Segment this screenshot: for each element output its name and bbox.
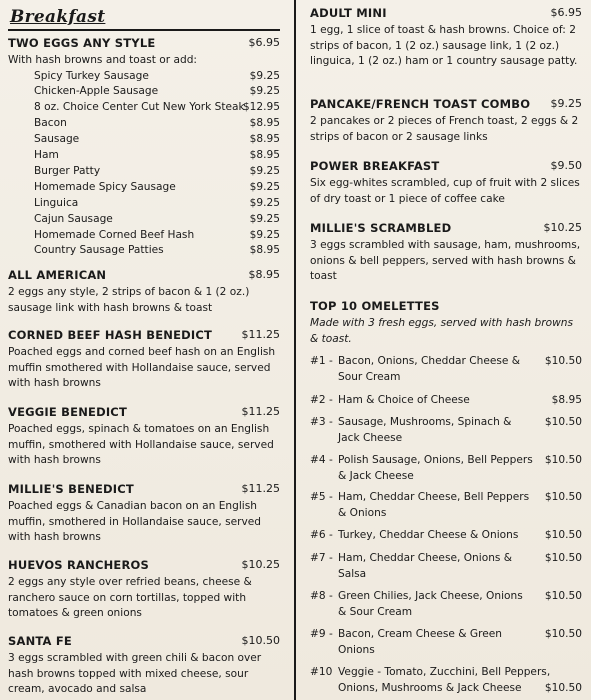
omelette-number: #7 - — [310, 552, 333, 564]
omelette-number: #2 - — [310, 394, 333, 406]
item-description: 2 eggs any style over refried beans, cheese & ranchero sauce on corn tortillas, topped with tomatoes & green onions — [8, 576, 252, 620]
item-name: MILLIE'S SCRAMBLED — [310, 221, 452, 235]
addon-row — [8, 244, 280, 260]
addon-name: Bacon — [34, 117, 67, 130]
item-description: 2 eggs any style, 2 strips of bacon & 1 (2 oz.) sausage link with hash browns & toast — [8, 286, 250, 314]
addon-name: Ham — [34, 149, 59, 162]
omelette-price: $10.50 — [544, 681, 582, 694]
omelette-description: Polish Sausage, Onions, Bell Peppers & Jack Cheese — [338, 454, 533, 482]
addon-row — [8, 197, 280, 213]
omelette-price: $10.50 — [544, 529, 582, 541]
omelette-number: #10 — [310, 666, 333, 678]
item-description: Made with 3 fresh eggs, served with hash browns & toast. — [310, 317, 573, 345]
section-header — [8, 7, 280, 31]
omelette-description: Sausage, Mushrooms, Spinach & Jack Cheese — [338, 416, 512, 444]
item-description: Poached eggs, spinach & tomatoes on an English muffin, smothered with Hollandaise sauce, served with hash browns — [8, 423, 274, 467]
addon-price: $12.95 — [242, 101, 280, 114]
omelette-number: #9 - — [310, 628, 333, 640]
item-description: Poached eggs & Canadian bacon on an English muffin, smothered in Hollandaise sauce, served with hash browns — [8, 500, 261, 544]
menu-item-two-eggs — [8, 36, 280, 260]
item-description: 3 eggs scrambled with green chili & bacon over hash browns topped with mixed cheese, sour cream, avocado and salsa — [8, 652, 262, 696]
omelette-price: $10.50 — [544, 590, 582, 602]
item-price: $10.50 — [241, 634, 280, 647]
addon-name: Spicy Turkey Sausage — [34, 69, 149, 82]
menu-item-corned-beef-benedict — [8, 328, 280, 392]
item-description: 2 pancakes or 2 pieces of French toast, 2 eggs & 2 strips of bacon or 2 sausage links — [310, 115, 579, 143]
omelette-price: $10.50 — [544, 454, 582, 466]
menu-item-veggie-benedict — [8, 405, 280, 469]
addon-row — [8, 229, 280, 245]
addon-list — [8, 70, 280, 261]
item-price: $6.95 — [248, 36, 280, 49]
addon-price: $9.25 — [249, 228, 280, 241]
omelette-price: $10.50 — [544, 628, 582, 640]
addon-row — [8, 165, 280, 181]
addon-name: Sausage — [34, 133, 80, 146]
addon-price: $8.95 — [249, 133, 280, 146]
addon-price: $8.95 — [249, 117, 280, 130]
omelette-price: $10.50 — [544, 491, 582, 503]
menu-item-huevos-rancheros — [8, 558, 280, 622]
addon-name: Country Sausage Patties — [34, 244, 164, 257]
omelette-price: $8.95 — [551, 394, 582, 406]
menu-item-millies-scrambled — [310, 221, 582, 285]
item-name: ALL AMERICAN — [8, 268, 107, 282]
omelette-number: #3 - — [310, 416, 333, 428]
omelette-description: Ham, Cheddar Cheese, Bell Peppers & Onions — [338, 491, 530, 519]
omelette-description: Bacon, Onions, Cheddar Cheese & Sour Cream — [338, 355, 521, 383]
item-name: TOP 10 OMELETTES — [310, 299, 440, 313]
addon-name: Homemade Spicy Sausage — [34, 180, 176, 193]
item-name: PANCAKE/FRENCH TOAST COMBO — [310, 97, 531, 111]
item-name: TWO EGGS ANY STYLE — [8, 36, 156, 50]
omelette-number: #5 - — [310, 491, 333, 503]
item-price: $11.25 — [241, 328, 280, 341]
addon-name: Homemade Corned Beef Hash — [34, 228, 195, 241]
menu-item-all-american — [8, 268, 280, 316]
addon-name: Chicken-Apple Sausage — [34, 85, 159, 98]
item-description: Six egg-whites scrambled, cup of fruit with 2 slices of dry toast or 1 piece of coffee cake — [310, 177, 580, 205]
menu-item-millies-benedict — [8, 482, 280, 546]
omelette-description: Ham, Cheddar Cheese, Onions & Salsa — [338, 552, 513, 580]
item-price: $9.25 — [550, 97, 582, 110]
item-name: POWER BREAKFAST — [310, 159, 440, 173]
addon-price: $9.25 — [249, 85, 280, 98]
menu-item-adult-mini — [310, 6, 582, 70]
addon-price: $9.25 — [249, 212, 280, 225]
omelette-price: $10.50 — [544, 416, 582, 428]
addon-row — [8, 149, 280, 165]
item-price: $11.25 — [241, 405, 280, 418]
item-name: CORNED BEEF HASH BENEDICT — [8, 328, 213, 342]
item-name: VEGGIE BENEDICT — [8, 405, 127, 419]
addon-name: 8 oz. Choice Center Cut New York Steak — [34, 101, 245, 114]
addon-row — [8, 133, 280, 149]
item-description: With hash browns and toast or add: — [8, 54, 198, 66]
addon-row — [8, 117, 280, 133]
addon-name: Burger Patty — [34, 164, 101, 177]
addon-row — [8, 181, 280, 197]
addon-price: $8.95 — [249, 149, 280, 162]
addon-name: Linguica — [34, 196, 79, 209]
item-price: $6.95 — [550, 6, 582, 19]
item-name: MILLIE'S BENEDICT — [8, 482, 134, 496]
menu-item-pancake-combo — [310, 97, 582, 145]
item-name: SANTA FE — [8, 634, 72, 648]
item-name: HUEVOS RANCHEROS — [8, 558, 149, 572]
omelette-number: #8 - — [310, 590, 333, 602]
addon-row — [8, 213, 280, 229]
item-price: $10.25 — [543, 221, 582, 234]
omelette-price: $10.50 — [544, 552, 582, 564]
addon-price: $8.95 — [249, 244, 280, 257]
addon-price: $9.25 — [249, 69, 280, 82]
addon-price: $9.25 — [249, 196, 280, 209]
addon-row — [8, 70, 280, 86]
item-price: $10.25 — [241, 558, 280, 571]
omelette-description: Green Chilies, Jack Cheese, Onions & Sour Cream — [338, 590, 523, 618]
omelette-number: #4 - — [310, 454, 333, 466]
item-description: 1 egg, 1 slice of toast & hash browns. Choice of: 2 strips of bacon, 1 (2 oz.) sausage link, 1 (2 oz.) linguica, 1 (2 oz.) ham or 1 country sausage patty. — [310, 24, 578, 68]
omelette-number: #6 - — [310, 529, 333, 541]
item-description: 3 eggs scrambled with sausage, ham, mushrooms, onions & bell peppers, served with hash browns & toast — [310, 239, 581, 283]
omelette-number: #1 - — [310, 355, 333, 367]
menu-item-omelettes — [310, 299, 582, 347]
item-description: Poached eggs and corned beef hash on an English muffin smothered with Hollandaise sauce, served with hash browns — [8, 346, 276, 390]
item-price: $9.50 — [550, 159, 582, 172]
addon-price: $9.25 — [249, 164, 280, 177]
section-title: Breakfast — [10, 7, 106, 27]
addon-row — [8, 101, 280, 117]
omelette-description: Veggie - Tomato, Zucchini, Bell Peppers, Onions, Mushrooms & Jack Cheese — [338, 666, 551, 694]
addon-name: Cajun Sausage — [34, 212, 113, 225]
menu-item-power-breakfast — [310, 159, 582, 207]
addon-price: $9.25 — [249, 180, 280, 193]
item-price: $11.25 — [241, 482, 280, 495]
menu-item-santa-fe — [8, 634, 280, 698]
column-divider — [294, 0, 296, 700]
omelette-description: Ham & Choice of Cheese — [338, 394, 470, 406]
omelette-description: Turkey, Cheddar Cheese & Onions — [338, 529, 519, 541]
item-name: ADULT MINI — [310, 6, 387, 20]
item-price: $8.95 — [248, 268, 280, 281]
omelette-description: Bacon, Cream Cheese & Green Onions — [338, 628, 502, 656]
addon-row — [8, 85, 280, 101]
omelette-price: $10.50 — [544, 355, 582, 367]
